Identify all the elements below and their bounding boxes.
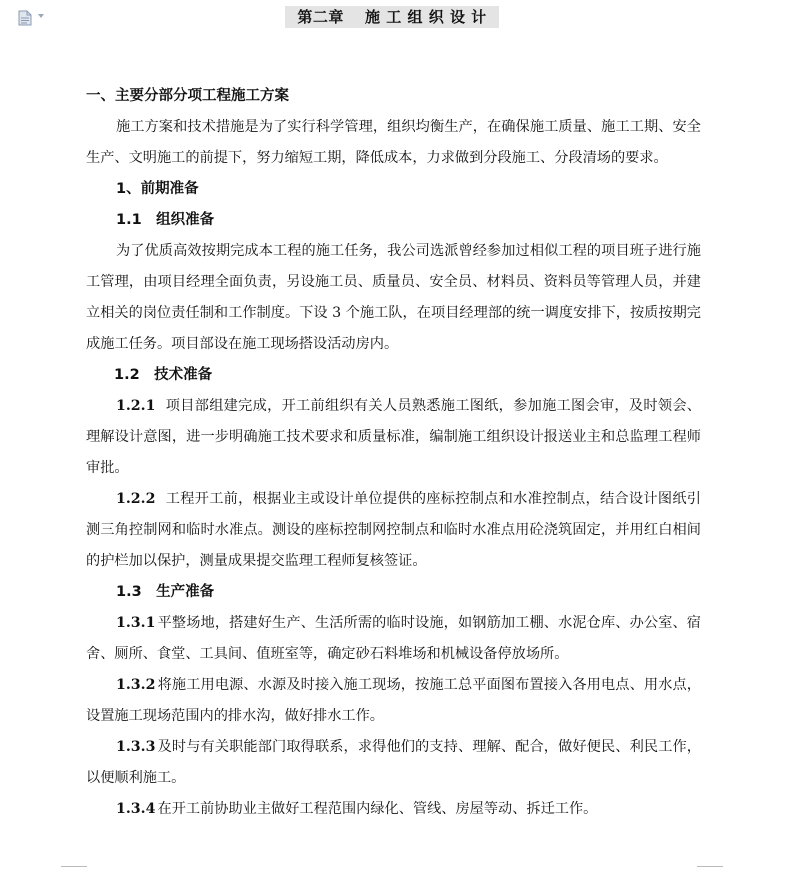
item-number: 1.2.2 [116, 491, 156, 507]
document-body [86, 81, 701, 825]
paragraph-intro: 施工方案和技术措施是为了实行科学管理，组织均衡生产，在确保施工质量、施工工期、安全生产、文明施工的前提下，努力缩短工期，降低成本，力求做到分段施工、分段清场的要求。 [86, 119, 701, 166]
item-text: 项目部组建完成，开工前组织有关人员熟悉施工图纸，参加施工图会审，及时领会、理解设计意图，进一步明确施工技术要求和质量标准，编制施工组织设计报送业主和总监理工程师审批。 [86, 398, 701, 476]
paragraph-prod-1 [86, 608, 701, 670]
paragraph-tech-1 [86, 391, 701, 484]
subheading-org: 1.1 组织准备 [116, 212, 215, 228]
item-text: 平整场地，搭建好生产、生活所需的临时设施，如钢筋加工棚、水泥仓库、办公室、宿舍、厕所、食堂、工具间、值班室等，确定砂石料堆场和机械设备停放场所。 [86, 615, 701, 662]
page-corner-mark [697, 866, 723, 867]
item-text: 工程开工前，根据业主或设计单位提供的座标控制点和水准控制点，结合设计图纸引测三角控制网和临时水准点。测设的座标控制网控制点和临时水准点用砼浇筑固定，并用红白相间的护栏加以保护，测量成果提交监理工程师复核签证。 [86, 491, 701, 569]
item-text: 在开工前协助业主做好工程范围内绿化、管线、房屋等动、拆迁工作。 [157, 801, 598, 817]
subheading-tech: 1.2 技术准备 [114, 367, 213, 383]
subheading-production: 1.3 生产准备 [116, 584, 215, 600]
subheading-prep: 1、前期准备 [116, 181, 199, 197]
page-title: 第二章 施 工 组 织 设 计 [285, 6, 499, 28]
document-icon[interactable] [18, 10, 32, 26]
page-corner-mark [61, 866, 87, 867]
paragraph-prod-3 [86, 732, 701, 794]
paragraph-prod-2 [86, 670, 701, 732]
paragraph-tech-2 [86, 484, 701, 577]
item-number: 1.3.2 [116, 677, 156, 693]
item-number: 1.3.3 [116, 739, 156, 755]
item-text: 及时与有关职能部门取得联系，求得他们的支持、理解、配合，做好便民、利民工作，以便顺利施工。 [86, 739, 701, 786]
paragraph-org: 为了优质高效按期完成本工程的施工任务，我公司选派曾经参加过相似工程的项目班子进行施工管理，由项目经理全面负责，另设施工员、质量员、安全员、材料员、资料员等管理人员，并建立相关的岗位责任制和工作制度。下设 3 个施工队，在项目经理部的统一调度安排下，按质按期完成施工任务。项目部设在施工现场搭设活动房内。 [86, 243, 701, 352]
item-number: 1.3.1 [116, 615, 156, 631]
paragraph-prod-4 [86, 794, 701, 825]
chevron-down-icon[interactable] [38, 14, 44, 18]
item-number: 1.2.1 [116, 398, 156, 414]
item-text: 将施工用电源、水源及时接入施工现场，按施工总平面图布置接入各用电点、用水点，设置施工现场范围内的排水沟，做好排水工作。 [86, 677, 701, 724]
section-heading: 一、主要分部分项工程施工方案 [86, 88, 289, 104]
item-number: 1.3.4 [116, 801, 156, 817]
